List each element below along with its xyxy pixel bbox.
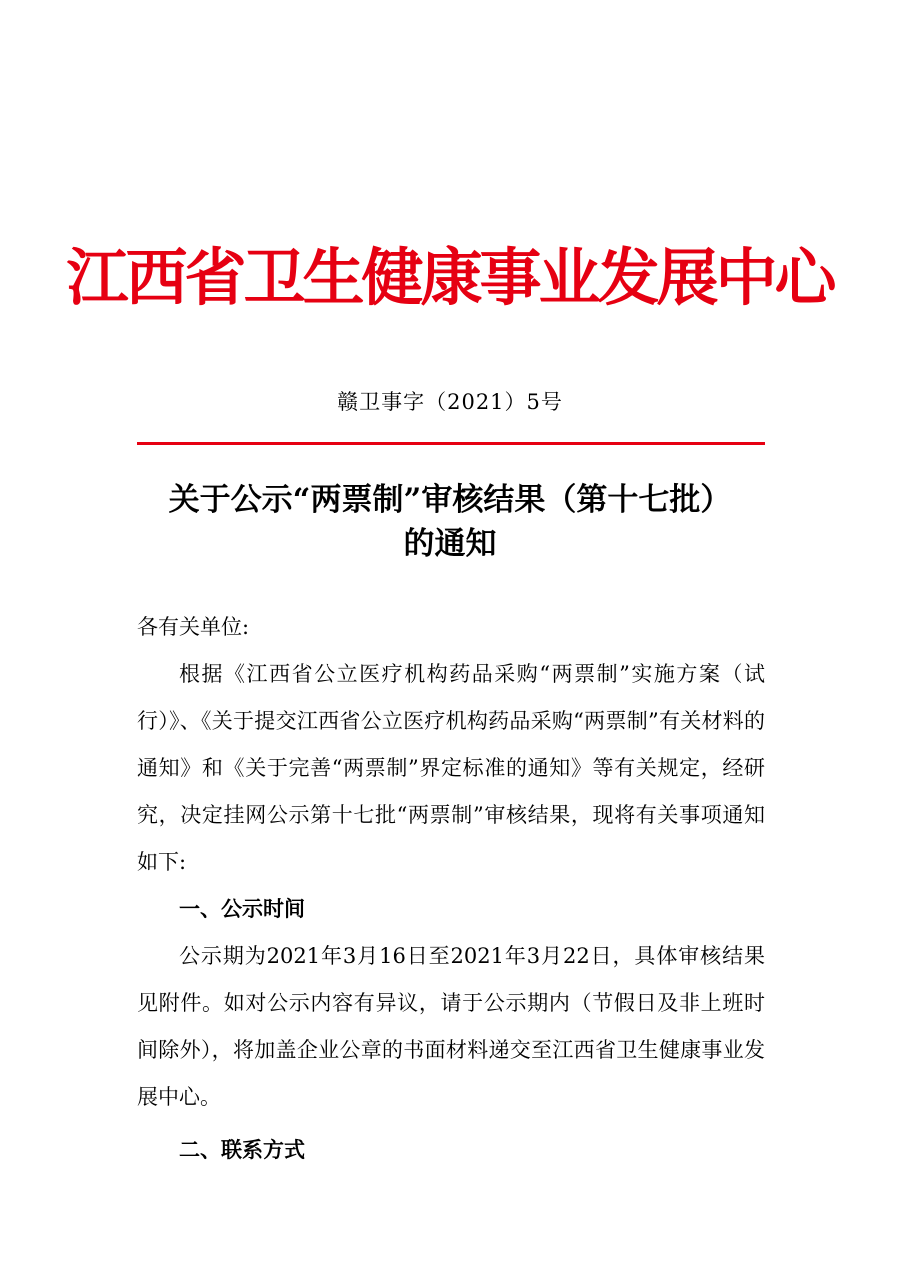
intro-paragraph: 根据《江西省公立医疗机构药品采购“两票制”实施方案（试行）》、《关于提交江西省公立医疗机构药品采购“两票制”有关材料的通知》和《关于完善“两票制”界定标准的通知》等有关规定，经研究，决定挂网公示第十七批“两票制”审核结果，现将有关事项通知如下:	[137, 662, 765, 874]
red-divider-line	[137, 442, 765, 445]
document-body	[137, 604, 765, 1174]
section-heading-publicity-period: 一、公示时间	[179, 897, 305, 921]
document-number: 赣卫事字（2021）5号	[337, 390, 563, 414]
publicity-period-paragraph: 公示期为2021年3月16日至2021年3月22日，具体审核结果见附件。如对公示内容有异议，请于公示期内（节假日及非上班时间除外），将加盖企业公章的书面材料递交至江西省卫生健康事业发展中心。	[137, 944, 765, 1109]
title-line-1: 关于公示“两票制”审核结果（第十七批）	[168, 482, 732, 518]
section-heading-contact: 二、联系方式	[179, 1138, 305, 1162]
title-line-2: 的通知	[403, 526, 497, 562]
document-title	[0, 478, 900, 566]
salutation: 各有关单位:	[137, 615, 250, 639]
organization-header: 江西省卫生健康事业发展中心	[66, 241, 834, 314]
